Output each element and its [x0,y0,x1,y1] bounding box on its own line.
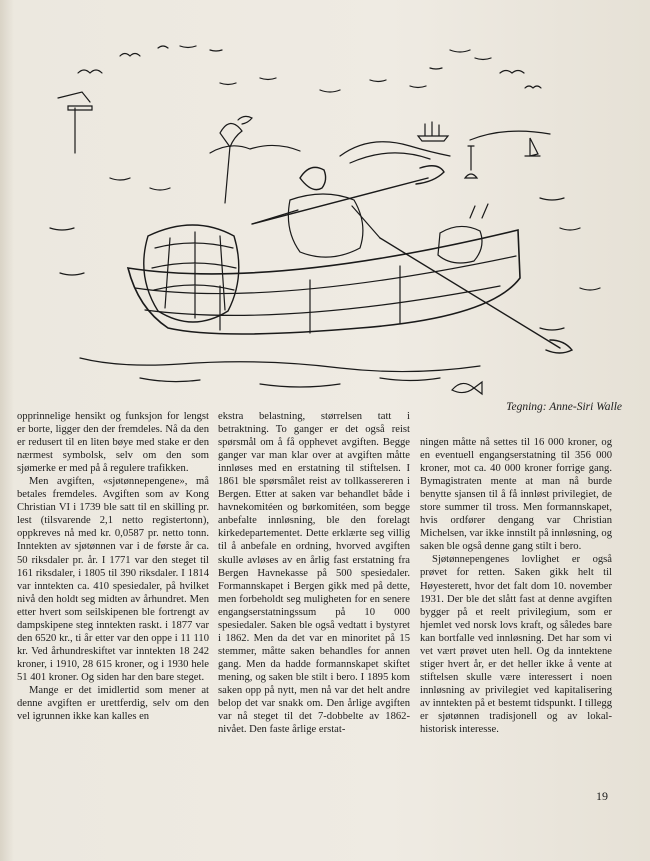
bird-icon [500,71,524,74]
bird-icon [525,86,541,88]
text-column-3 [420,436,612,736]
bird-icon [120,54,140,57]
paragraph: ningen måtte nå settes til 16 000 kroner, og en eventuell engangserstatning til 356 000 kroner, mot ca. 40 000 kroner forrige gang. Bymagistraten mente at man nå burde benytte sjansen til å få innløst privilegiet, de store summer til tross. Men formannskapet, hvis ordfører dengang var Christian Michelsen, var ikke innstilt på innløsning, og saken ble også denne gang stilt i bero. [420,437,612,553]
paragraph: Men avgiften, «sjøtønnepengene», må betales fremdeles. Avgiften som av Kong Christian VI i 1739 ble satt til en skilling pr. lest (tilsvarende 2,1 netto registertonn), oppkreves nå med kr. 0,0587 pr. netto tonn. Inntekten av sjøtønnen var i de første år ca. 50 riksdaler pr. år. I 1771 var den steget til 161 riksdaler, i 1805 til 390 riksdaler. I 1814 var inntekten ca. 410 spesiedaler, på hvilket nivå den holdt seg midten av århundret. Men etter hvert som seilskipenen ble fortrengt av dampskipene steg inntekten raskt. i 1877 var den 6520 kr., ti år etter var den oppe i 11 110 kr. Ved århundreskiftet var inntekten 18 242 kroner, i 1910, 28 615 kroner, og i 1930 hele 51 401 kroner. Og siden har den bare steget. [17,476,209,683]
illustration-caption: Tegning: Anne-Siri Walle [506,401,622,413]
boat-illustration [20,28,630,400]
paragraph: Sjøtønnepengenes lovlighet er også prøvet for retten. Saken gikk helt til Høyesterett, hvor det falt dom 10. november 1931. Der ble det slått fast at denne avgiften bygger på et reelt privilegium, som er hjemlet ved norsk lovs kraft, og således bare kan bortfalle ved innløsning. Det har som vi vet vært prøvet uten hell. Og da inntektene stiger hvert år, er det heller ikke å vente at stiftelsen skulle være interessert i noen innløsning av privilegiet ved kapitalisering av inntekten på et bestemt tidspunkt. I tillegg er sjøtønnen tradisjonell og av lokal-historisk interesse. [420,554,612,736]
bird-icon [78,70,102,73]
paragraph: ekstra belastning, størrelsen tatt i betraktning. To ganger er det også reist spørsmål om å få opphevet avgiften. Begge ganger var man klar over at avgiften måtte innløses med en erstatning til stiftelsen. I 1861 ble spørsmålet reist av tollkassereren i Bergen. Etter at saken var behandlet både i havnekomitéen og børkomitéen, som begge anbefalte innløsning, ble den forelagt kirkedepartementet. Dette erklærte seg villig til å anbefale en ordning, hvorved avgiften skulle avløses av en årlig fast erstatning fra Bergen Havnekasse på 500 spesiedaler. Formannskapet i Bergen gikk med på dette, men forbeholdt seg muligheten for en senere engangserstatningssum på 10 000 spesiedaler. Saken ble også vedtatt i bystyret i 1862. Men da det var en minoritet på 15 stemmer, måtte saken behandles for annen gang. Men da hadde formannskapet skiftet mening, og saken ble stilt i bero. I 1895 kom saken opp på nytt, men nå var det helt andre belop det var snakk om. Den årlige avgiften var nå steget til det 7-dobbelte av 1862-nivået. Den faste årlige erstat- [218,411,410,736]
fish-icon [452,382,482,394]
text-column-2 [218,410,410,736]
paragraph: opprinnelige hensikt og funksjon for lengst er borte, ligger den der fremdeles. Nå da den er redusert til en liten bøye med stake er den nærmest symbolsk, selv om den som sjømerke er med på å regulere trafikken. [17,411,209,475]
page-number: 19 [596,789,608,803]
text-column-1 [17,410,209,723]
paragraph: Mange er det imidlertid som mener at denne avgiften er urettferdig, selv om den vel igrunnen ikke kan kalles en [17,684,209,723]
bird-icon [158,46,168,48]
